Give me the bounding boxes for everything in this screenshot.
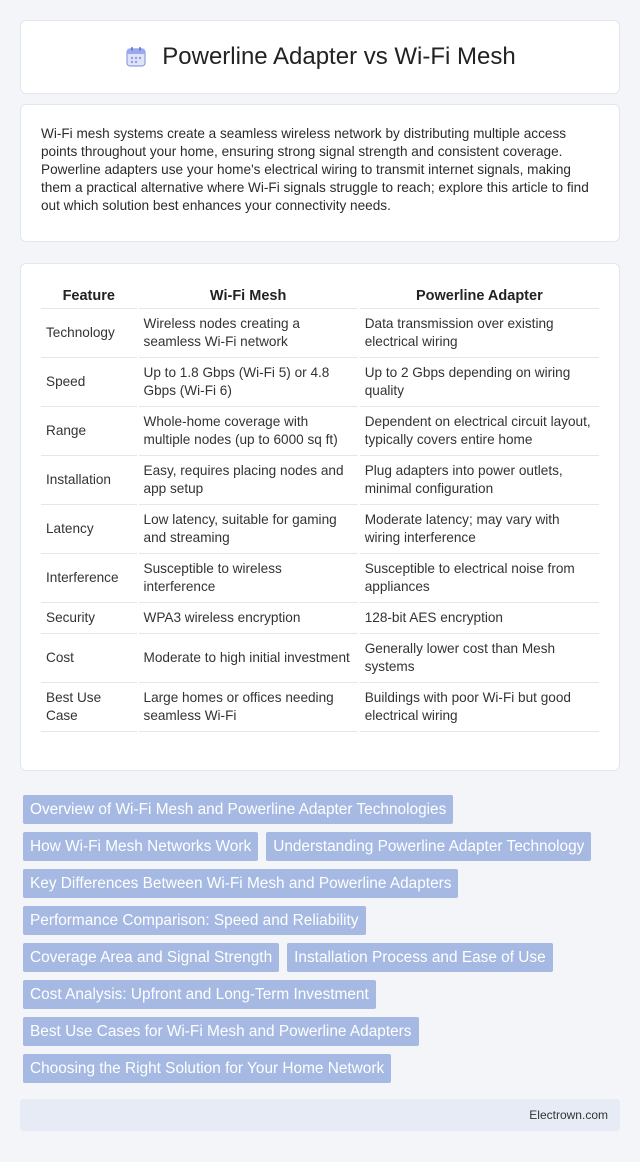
table-cell: Wireless nodes creating a seamless Wi-Fi network xyxy=(138,309,359,358)
link-row xyxy=(23,980,618,1009)
table-cell: Generally lower cost than Mesh systems xyxy=(359,634,599,683)
topic-link[interactable]: Understanding Powerline Adapter Technology xyxy=(266,832,591,861)
topic-link[interactable]: Coverage Area and Signal Strength xyxy=(23,943,279,972)
link-row xyxy=(23,795,618,824)
footer-site[interactable]: Electrown.com xyxy=(529,1108,608,1122)
footer xyxy=(20,1099,620,1131)
link-row xyxy=(23,1017,618,1046)
calendar-icon xyxy=(124,45,148,69)
table-cell: Large homes or offices needing seamless Wi-Fi xyxy=(138,683,359,732)
table-row xyxy=(41,554,599,603)
table-row xyxy=(41,358,599,407)
table-cell: Up to 2 Gbps depending on wiring quality xyxy=(359,358,599,407)
table-cell: Dependent on electrical circuit layout, typically covers entire home xyxy=(359,407,599,456)
table-cell: Data transmission over existing electrical wiring xyxy=(359,309,599,358)
title-card xyxy=(20,20,620,94)
table-row xyxy=(41,505,599,554)
table-cell: Easy, requires placing nodes and app setup xyxy=(138,456,359,505)
intro-card xyxy=(20,104,620,242)
table-cell: Susceptible to electrical noise from appliances xyxy=(359,554,599,603)
table-cell: Latency xyxy=(41,505,138,554)
table-cell: Up to 1.8 Gbps (Wi-Fi 5) or 4.8 Gbps (Wi-Fi 6) xyxy=(138,358,359,407)
link-row xyxy=(23,1054,618,1083)
table-row xyxy=(41,407,599,456)
table-cell: Plug adapters into power outlets, minimal configuration xyxy=(359,456,599,505)
table-row xyxy=(41,309,599,358)
table-row xyxy=(41,634,599,683)
table-row xyxy=(41,456,599,505)
table-cell: Cost xyxy=(41,634,138,683)
related-links xyxy=(23,795,618,1091)
comparison-table-card xyxy=(20,263,620,771)
table-cell: WPA3 wireless encryption xyxy=(138,603,359,634)
table-cell: Best Use Case xyxy=(41,683,138,732)
header-wifi-mesh: Wi-Fi Mesh xyxy=(138,280,359,309)
link-row xyxy=(23,832,618,861)
header-powerline: Powerline Adapter xyxy=(359,280,599,309)
topic-link[interactable]: Overview of Wi-Fi Mesh and Powerline Adapter Technologies xyxy=(23,795,453,824)
table-cell: Technology xyxy=(41,309,138,358)
table-row xyxy=(41,603,599,634)
header-feature: Feature xyxy=(41,280,138,309)
table-cell: Speed xyxy=(41,358,138,407)
table-cell: Interference xyxy=(41,554,138,603)
link-row xyxy=(23,943,618,972)
topic-link[interactable]: Choosing the Right Solution for Your Home Network xyxy=(23,1054,391,1083)
table-row xyxy=(41,683,599,732)
topic-link[interactable]: Cost Analysis: Upfront and Long-Term Investment xyxy=(23,980,376,1009)
table-cell: Low latency, suitable for gaming and streaming xyxy=(138,505,359,554)
table-cell: Whole-home coverage with multiple nodes (up to 6000 sq ft) xyxy=(138,407,359,456)
link-row xyxy=(23,906,618,935)
table-cell: Susceptible to wireless interference xyxy=(138,554,359,603)
topic-link[interactable]: Best Use Cases for Wi-Fi Mesh and Powerline Adapters xyxy=(23,1017,419,1046)
table-cell: 128-bit AES encryption xyxy=(359,603,599,634)
table-cell: Range xyxy=(41,407,138,456)
topic-link[interactable]: How Wi-Fi Mesh Networks Work xyxy=(23,832,258,861)
page-title: Powerline Adapter vs Wi-Fi Mesh xyxy=(162,43,516,70)
link-row xyxy=(23,869,618,898)
table-cell: Buildings with poor Wi-Fi but good electrical wiring xyxy=(359,683,599,732)
topic-link[interactable]: Performance Comparison: Speed and Reliability xyxy=(23,906,366,935)
table-cell: Moderate latency; may vary with wiring interference xyxy=(359,505,599,554)
topic-link[interactable]: Installation Process and Ease of Use xyxy=(287,943,553,972)
table-cell: Security xyxy=(41,603,138,634)
table-cell: Installation xyxy=(41,456,138,505)
table-cell: Moderate to high initial investment xyxy=(138,634,359,683)
comparison-table xyxy=(41,280,599,732)
topic-link[interactable]: Key Differences Between Wi-Fi Mesh and Powerline Adapters xyxy=(23,869,458,898)
intro-text: Wi-Fi mesh systems create a seamless wireless network by distributing multiple access points throughout your home, ensuring strong signal strength and consistent coverage. Powerline adapters use your home's electrical wiring to transmit internet signals, making them a practical alternative where Wi-Fi signals struggle to reach; explore this article to find out which solution best enhances your connectivity needs. xyxy=(41,126,589,213)
table-header-row xyxy=(41,280,599,309)
